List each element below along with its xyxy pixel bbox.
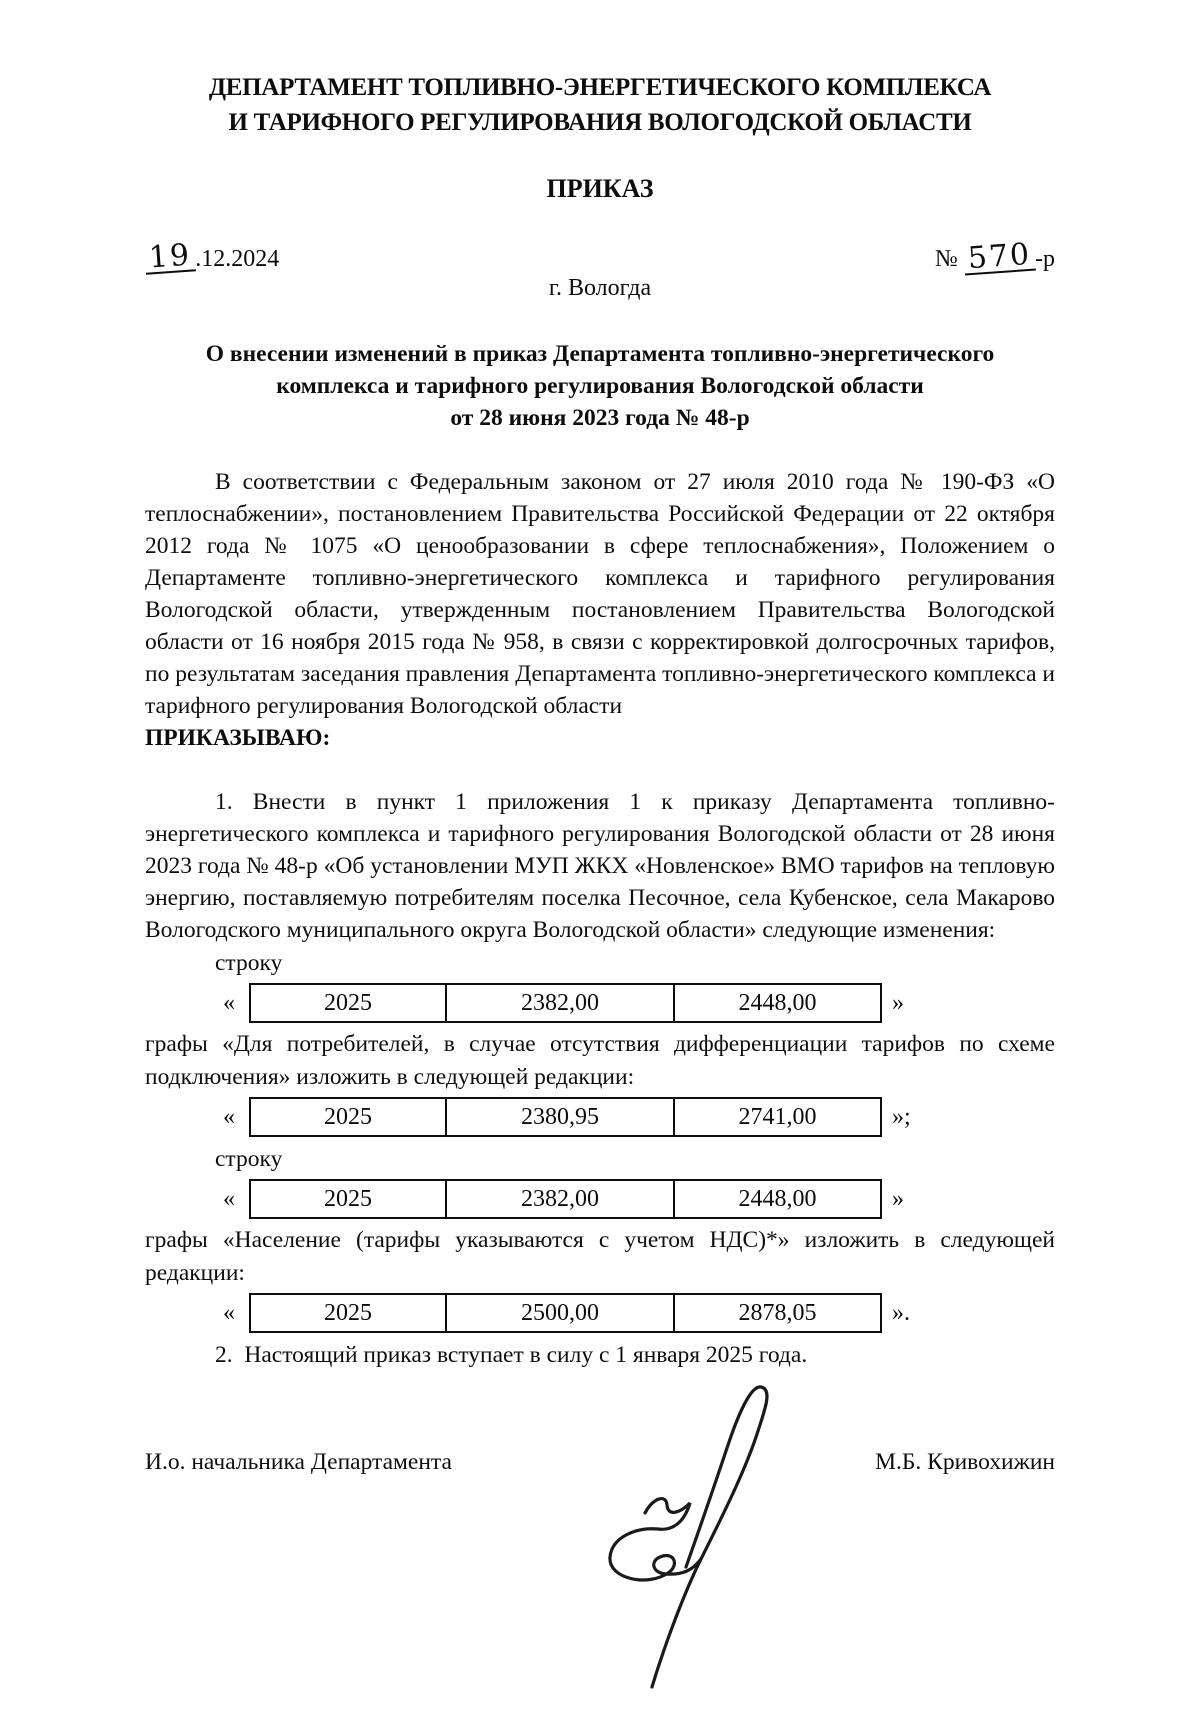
tariff-year-cell: 2025 (251, 1295, 447, 1331)
document-title (145, 338, 1055, 434)
tariff-row-3 (145, 1179, 1055, 1219)
document-title-line3: от 28 июня 2023 года № 48-р (450, 405, 750, 431)
row-label-2: строку (215, 1146, 283, 1172)
organization-name (145, 70, 1055, 140)
tariff-value-cell-1: 2380,95 (447, 1099, 675, 1135)
open-quote: « (223, 1299, 235, 1326)
tariff-row-1 (145, 983, 1055, 1023)
tariff-value-cell-2: 2448,00 (738, 1185, 817, 1212)
close-quote: »; (892, 1103, 911, 1130)
signer-position-label: И.о. начальника Департамента (145, 1449, 452, 1475)
document-title-line2: комплекса и тарифного регулирования Вологодской области (276, 373, 924, 399)
open-quote: « (223, 989, 235, 1016)
tariff-row-2 (145, 1097, 1055, 1137)
document-number (934, 236, 1055, 277)
signature-block (145, 1449, 1055, 1476)
tariff-value-cell-2: 2741,00 (738, 1103, 817, 1130)
tariff-value-cell-2: 2878,05 (738, 1299, 817, 1326)
tariff-year-cell: 2025 (251, 985, 447, 1021)
tariff-value-cell-1: 2500,00 (447, 1295, 675, 1331)
tariff-value-cell-2: 2448,00 (738, 989, 817, 1016)
open-quote: « (223, 1103, 235, 1130)
handwritten-date-day: 19 (144, 242, 196, 274)
signature-image (600, 1381, 790, 1711)
document-title-line1: О внесении изменений в приказ Департамента топливно-энергетического (205, 341, 995, 367)
item-2-paragraph: 2. Настоящий приказ вступает в силу с 1 января 2025 года. (215, 1342, 808, 1368)
tariff-table-1 (249, 983, 882, 1023)
orders-keyword: ПРИКАЗЫВАЮ: (145, 725, 331, 751)
date-printed-part: .12.2024 (195, 246, 280, 272)
tariff-table-3 (249, 1179, 882, 1219)
number-sign: № (934, 246, 958, 272)
handwritten-number-value: 570 (963, 242, 1036, 276)
tariff-year-cell: 2025 (251, 1181, 447, 1217)
close-quote: » (892, 1185, 904, 1212)
document-date (145, 237, 280, 276)
document-city: г. Вологда (548, 275, 652, 301)
tariff-table-2 (249, 1097, 882, 1137)
document-type-heading: ПРИКАЗ (546, 174, 654, 203)
organization-name-line1: ДЕПАРТАМЕНТ ТОПЛИВНО-ЭНЕРГЕТИЧЕСКОГО КОМПЛЕКСА (208, 74, 992, 101)
tariff-year-cell: 2025 (251, 1099, 447, 1135)
organization-name-line2: И ТАРИФНОГО РЕГУЛИРОВАНИЯ ВОЛОГОДСКОЙ ОБЛАСТИ (228, 109, 972, 136)
open-quote: « (223, 1185, 235, 1212)
close-quote: ». (892, 1299, 910, 1326)
tariff-value-cell-1: 2382,00 (447, 985, 675, 1021)
tariff-value-cell-1: 2382,00 (447, 1181, 675, 1217)
signer-name: М.Б. Кривохижин (875, 1449, 1055, 1475)
amendment-text-2: графы «Население (тарифы указываются с учетом НДС)*» изложить в следующей редакции: (145, 1227, 1055, 1286)
tariff-table-4 (249, 1293, 882, 1333)
preamble-paragraph: В соответствии с Федеральным законом от 27 июля 2010 года № 190-ФЗ «О теплоснабжении», постановлением Правительства Российской Федерации от 22 октября 2012 года № 1075 «О ценообразовании в сфере теплоснабжения», Положением о Департаменте топливно-энергетического комплекса и тарифного регулирования Вологодской области, утвержденным постановлением Правительства Вологодской области от 16 ноября 2015 года № 958, в связи с корректировкой долгосрочных тарифов, по результатам заседания правления Департамента топливно-энергетического комплекса и тарифного регулирования Вологодской области (145, 469, 1055, 719)
row-label-1: строку (215, 950, 283, 976)
number-suffix: -р (1035, 246, 1055, 272)
close-quote: » (892, 989, 904, 1016)
amendment-text-1: графы «Для потребителей, в случае отсутствия дифференциации тарифов по схеме подключения» изложить в следующей редакции: (145, 1031, 1055, 1090)
tariff-row-4 (145, 1293, 1055, 1333)
date-number-row (145, 236, 1055, 277)
item-1-paragraph: 1. Внести в пункт 1 приложения 1 к приказу Департамента топливно-энергетического комплекса и тарифного регулирования Вологодской области от 28 июня 2023 года № 48-р «Об установлении МУП ЖКХ «Новленское» ВМО тарифов на тепловую энергию, поставляемую потребителям поселка Песочное, села Кубенское, села Макарово Вологодского муниципального округа Вологодской области» следующие изменения: (145, 789, 1055, 943)
